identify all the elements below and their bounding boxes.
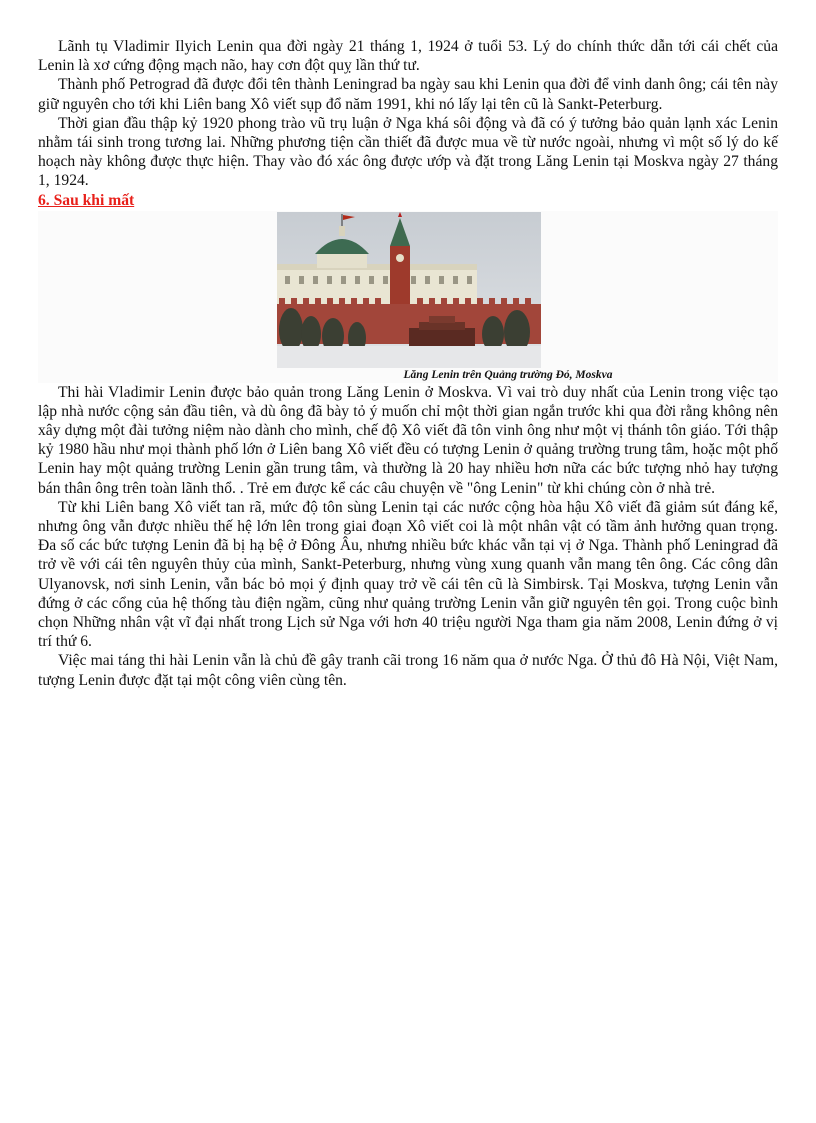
document-body	[38, 37, 778, 690]
paragraph-mausoleum: Thi hài Vladimir Lenin được bảo quản trong Lăng Lenin ở Moskva. Vì vai trò duy nhất của Lenin trong việc tạo lập nhà nước cộng sản đầu tiên, và dù ông đã bày tỏ ý muốn chỉ một thời gian ngắn trước khi qua đời rằng không nên xây dựng một đài tưởng niệm nào dành cho mình, chế độ Xô viết đã tôn vinh ông như một vị thánh tôn giáo. Tới thập kỷ 1980 hầu như mọi thành phố lớn ở Liên bang Xô viết đều có tượng Lenin ở quảng trường trung tâm, hoặc một phố Lenin hay một quảng trường Lenin gần trung tâm, và thường là 20 hay nhiều hơn nữa các bức tượng nhỏ hay tượng bán thân ông trên toàn lãnh thổ. . Trẻ em được kể các câu chuyện về "ông Lenin" từ khi chúng còn ở nhà trẻ.	[38, 383, 778, 497]
paragraph-preservation: Thời gian đầu thập kỷ 1920 phong trào vũ trụ luận ở Nga khá sôi động và đã có ý tưởng bảo quản lạnh xác Lenin nhằm tái sinh trong tương lai. Những phương tiện cần thiết đã được mua về từ nước ngoài, nhưng vì một số lý do kế hoạch này không được thực hiện. Thay vào đó xác ông được ướp và đặt trong Lăng Lenin tại Moskva ngày 27 tháng 1, 1924.	[38, 114, 778, 190]
mausoleum-photo	[277, 212, 541, 368]
paragraph-post-soviet: Từ khi Liên bang Xô viết tan rã, mức độ tôn sùng Lenin tại các nước cộng hòa hậu Xô viết đã giảm sút đáng kể, nhưng ông vẫn được nhiều thế hệ lớn lên trong giai đoạn Xô viết coi là một nhân vật có tầm ảnh hưởng quan trọng. Đa số các bức tượng Lenin đã bị hạ bệ ở Đông Âu, nhưng nhiều bức khác vẫn tại vị ở Nga. Thành phố Leningrad đã trở về với cái tên nguyên thủy của mình, Sankt-Peterburg, nhưng vùng xung quanh vẫn mang tên ông. Các công dân Ulyanovsk, nơi sinh Lenin, vẫn bác bỏ mọi ý định quay trở về cái tên cũ là Simbirsk. Tại Moskva, tượng Lenin vẫn đứng ở các cổng của hệ thống tàu điện ngầm, cũng như quảng trường Lenin vẫn giữ nguyên tên gọi. Trong cuộc bình chọn Những nhân vật vĩ đại nhất trong Lịch sử Nga với hơn 40 triệu người Nga tham gia năm 2008, Lenin đứng ở vị trí thứ 6.	[38, 498, 778, 651]
paragraph-death: Lãnh tụ Vladimir Ilyich Lenin qua đời ngày 21 tháng 1, 1924 ở tuổi 53. Lý do chính thức dẫn tới cái chết của Lenin là xơ cứng động mạch não, hay cơn đột quỵ lần thứ tư.	[38, 38, 778, 75]
figure-caption: Lăng Lenin trên Quảng trường Đỏ, Moskva	[403, 368, 613, 381]
paragraph-leningrad: Thành phố Petrograd đã được đổi tên thành Leningrad ba ngày sau khi Lenin qua đời để vinh danh ông; cái tên này giữ nguyên cho tới khi Liên bang Xô viết sụp đổ năm 1991, khi nó lấy lại tên cũ là Sankt-Peterburg.	[38, 76, 778, 113]
section-heading: 6. Sau khi mất	[38, 191, 135, 209]
figure	[38, 211, 778, 383]
paragraph-burial-debate: Việc mai táng thi hài Lenin vẫn là chủ đề gây tranh cãi trong 16 năm qua ở nước Nga. Ở thủ đô Hà Nội, Việt Nam, tượng Lenin được đặt tại một công viên cùng tên.	[38, 652, 778, 689]
